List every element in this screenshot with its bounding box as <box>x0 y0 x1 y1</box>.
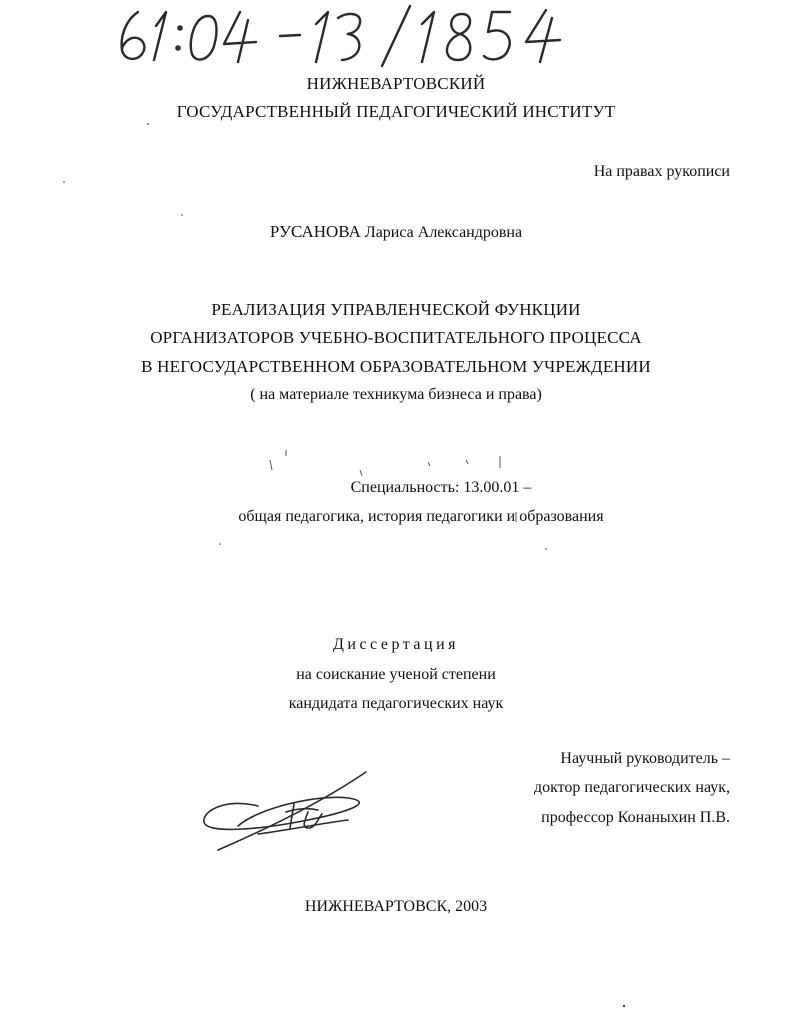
degree-line-2: кандидата педагогических наук <box>288 695 504 712</box>
author-surname: РУСАНОВА <box>269 222 361 241</box>
archive-number-handwritten <box>112 2 572 68</box>
degree-line-1: на соискание ученой степени <box>296 666 496 683</box>
supervisor-line-2: доктор педагогических наук, <box>533 779 730 796</box>
title-line-1: РЕАЛИЗАЦИЯ УПРАВЛЕНЧЕСКОЙ ФУНКЦИИ <box>211 300 581 319</box>
author-name <box>0 222 792 242</box>
title-line-2: ОРГАНИЗАТОРОВ УЧЕБНО-ВОСПИТАТЕЛЬНОГО ПРОЦЕССА <box>150 328 642 347</box>
rights-note: На правах рукописи <box>593 163 730 180</box>
degree-type: Диссертация <box>332 636 460 653</box>
specialty-line-2: общая педагогика, история педагогики и образования <box>238 508 604 525</box>
supervisor-line-1: Научный руководитель – <box>560 750 730 767</box>
title-subtitle: ( на материале техникума бизнеса и права) <box>250 386 542 403</box>
specialty-line-1: Специальность: 13.00.01 – <box>350 479 532 496</box>
institution-line-2: ГОСУДАРСТВЕННЫЙ ПЕДАГОГИЧЕСКИЙ ИНСТИТУТ <box>176 102 616 121</box>
supervisor-line-3: профессор Конаныхин П.В. <box>541 809 730 826</box>
city-year: НИЖНЕВАРТОВСК, 2003 <box>304 898 488 915</box>
institution-line-1: НИЖНЕВАРТОВСКИЙ <box>306 74 486 93</box>
title-line-3: В НЕГОСУДАРСТВЕННОМ ОБРАЗОВАТЕЛЬНОМ УЧРЕЖДЕНИИ <box>141 357 651 376</box>
author-given-names: Лариса Александровна <box>364 224 523 241</box>
supervisor-signature <box>198 768 388 858</box>
